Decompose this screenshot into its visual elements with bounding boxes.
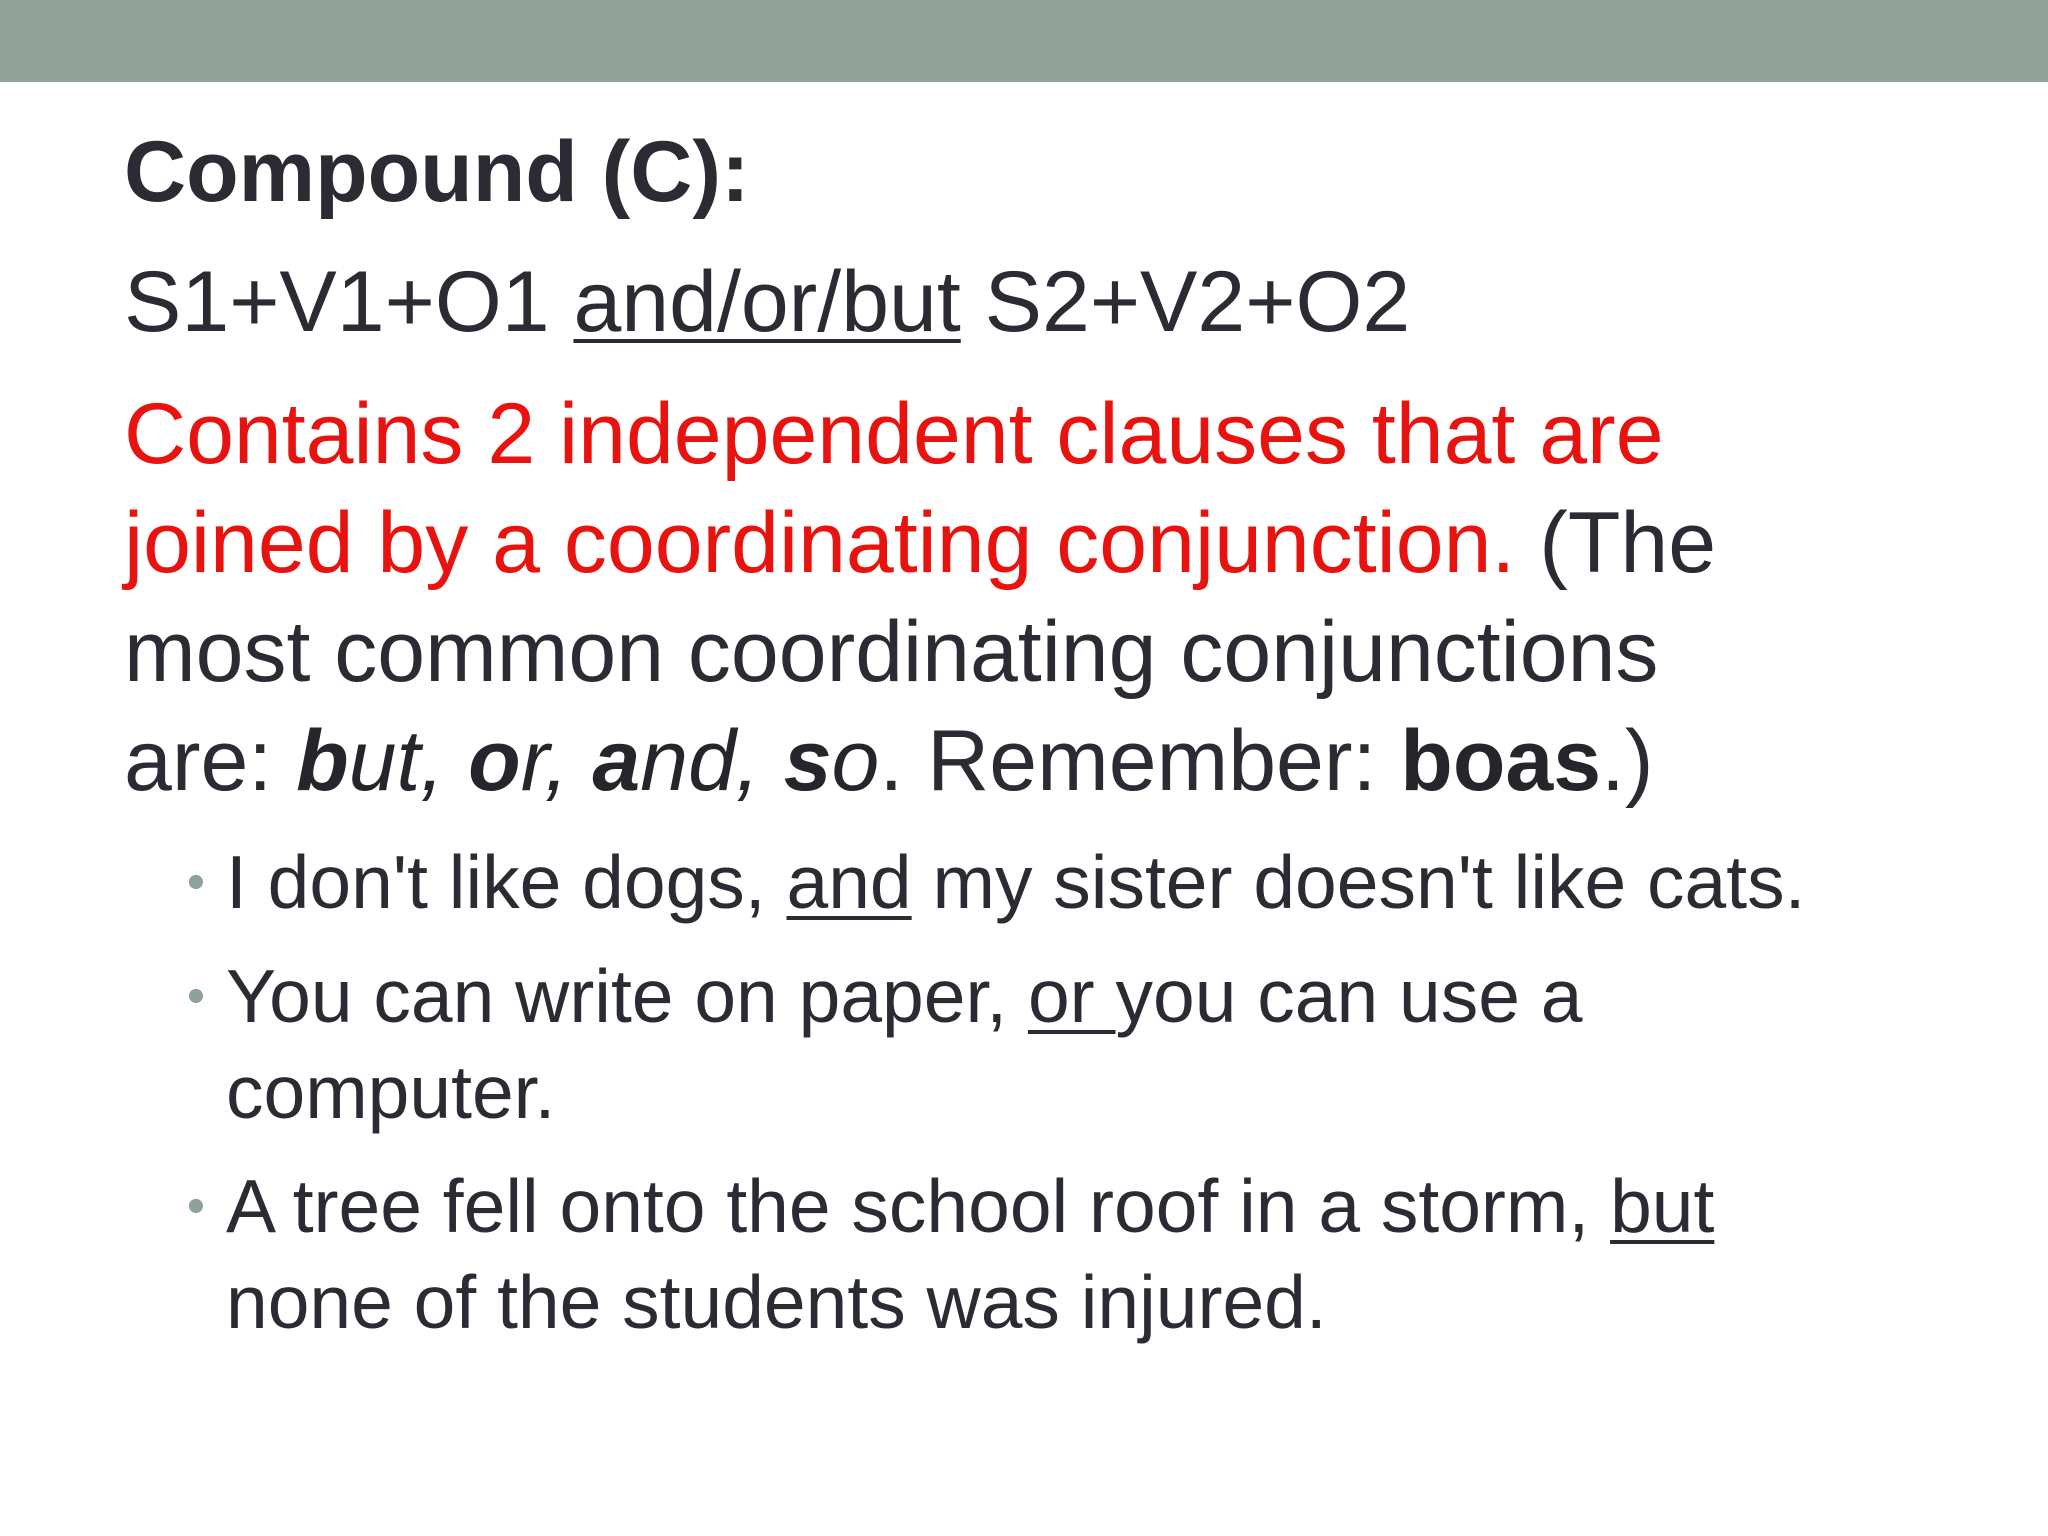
conjunction-or: [468, 713, 592, 809]
example-text-before: A tree fell onto the school roof in a storm,: [226, 1164, 1611, 1248]
definition-red-text: joined by a coordinating conjunction.: [124, 495, 1516, 591]
list-item: [186, 834, 2004, 930]
list-item: [186, 1158, 2004, 1350]
conjunction-so-rest: o: [831, 713, 880, 809]
slide-title: Compound (C):: [124, 124, 750, 220]
bullet-icon: •: [186, 967, 206, 1025]
conjunction-so-initial: s: [783, 713, 832, 809]
example-line: [226, 1158, 2004, 1254]
definition-line-1: Contains 2 independent clauses that are: [124, 386, 1664, 482]
definition-note-start: (The: [1515, 495, 1717, 591]
example-text-before: You can write on paper,: [226, 954, 1028, 1038]
example-text-after: you can use a: [1115, 954, 1583, 1038]
example-list: [124, 834, 2004, 1350]
example-text-before: I don't like dogs,: [226, 840, 787, 924]
conjunction-and-rest: nd,: [640, 713, 784, 809]
definition-line-2: [124, 489, 2004, 598]
conjunction-but-initial: b: [296, 713, 349, 809]
conjunction-or-initial: o: [468, 713, 521, 809]
bullet-icon: •: [186, 1177, 206, 1235]
definition-suffix: .): [1601, 713, 1654, 809]
mnemonic: boas: [1400, 713, 1602, 809]
formula-conjunctions: and/or/but: [573, 254, 961, 350]
example-line: [226, 948, 2004, 1044]
slide-content: [124, 120, 2004, 1368]
slide-header-bar: [0, 0, 2048, 82]
definition-line-3: most common coordinating conjunctions: [124, 604, 1659, 700]
formula-second-clause: S2+V2+O2: [960, 254, 1411, 350]
conjunction-but-rest: ut,: [348, 713, 469, 809]
example-line: [226, 834, 2004, 930]
sentence-formula: [124, 250, 2004, 354]
definition-paragraph: [124, 380, 2004, 816]
conjunction-but: [296, 713, 468, 809]
bullet-icon: •: [186, 853, 206, 911]
example-continuation: none of the students was injured.: [226, 1260, 1327, 1344]
example-conjunction: but: [1610, 1164, 1715, 1248]
remember-label: . Remember:: [879, 713, 1401, 809]
example-conjunction: or: [1027, 954, 1116, 1038]
definition-prefix: are:: [124, 713, 297, 809]
conjunction-or-rest: r,: [520, 713, 593, 809]
definition-line-4: [124, 707, 2004, 816]
formula-first-clause: S1+V1+O1: [124, 254, 574, 350]
example-text-after: my sister doesn't like cats.: [911, 840, 1806, 924]
list-item: [186, 948, 2004, 1140]
example-continuation: computer.: [226, 1050, 556, 1134]
conjunction-so: [784, 713, 880, 809]
conjunction-and-initial: a: [592, 713, 641, 809]
example-conjunction: and: [786, 840, 912, 924]
conjunction-and: [592, 713, 783, 809]
